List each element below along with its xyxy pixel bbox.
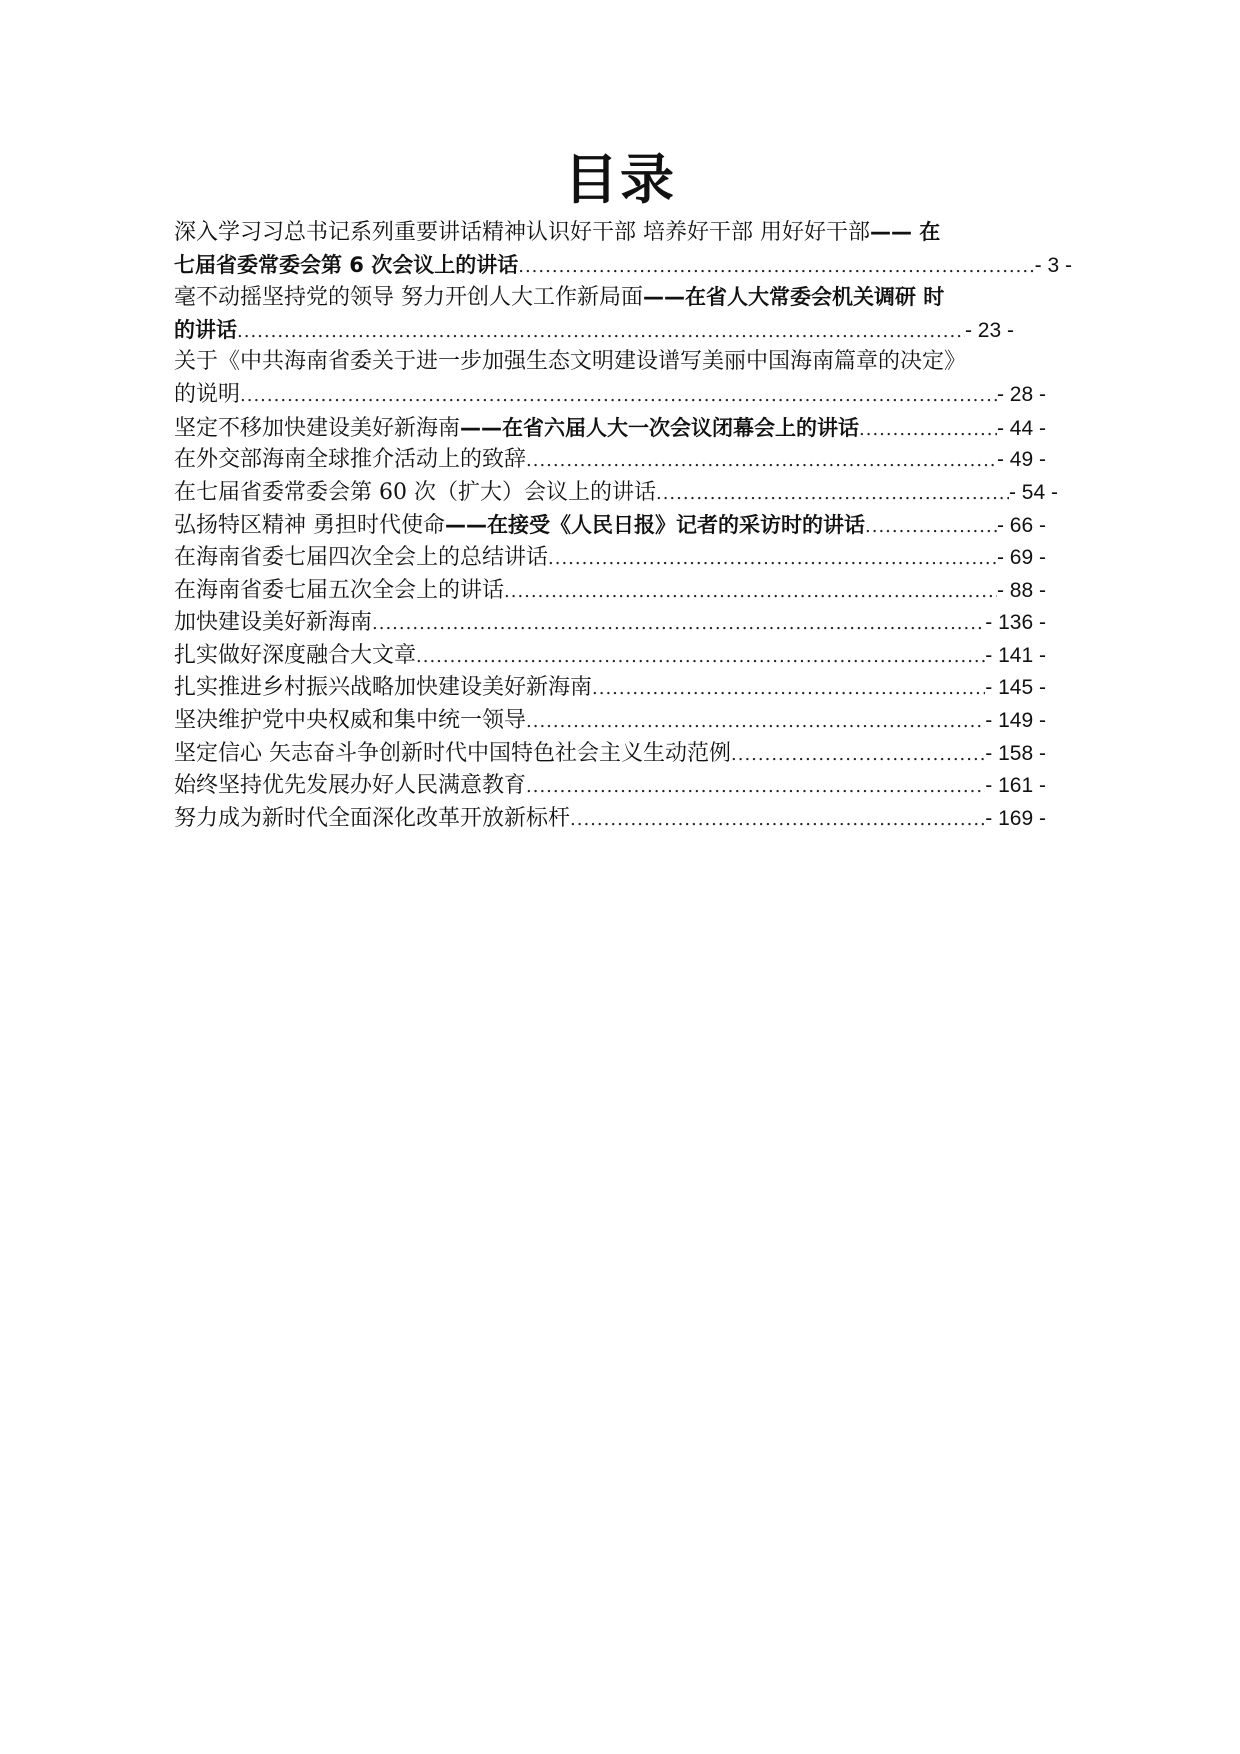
toc-entry-title: 深入学习习总书记系列重要讲话精神认识好干部 培养好干部 用好好干部 [174,220,870,245]
toc-entry-line [174,575,1074,608]
toc-entry[interactable] [174,640,1074,673]
toc-entry-line [174,803,1074,836]
toc-entry-line [174,607,1074,640]
toc-entry-line [174,216,1074,249]
toc-entry-line [174,477,1074,510]
toc-page-number: - 54 - [1008,480,1058,504]
dot-leader [526,771,985,803]
toc-page-number: - 145 - [985,676,1046,700]
toc-entry[interactable] [174,575,1074,608]
toc-page-number: - 169 - [985,806,1046,830]
toc-page-number: - 66 - [996,514,1046,538]
toc-entry[interactable] [174,672,1074,705]
toc-entry[interactable] [174,738,1074,771]
toc-entry-line [174,249,1074,282]
toc-entry-title: 在海南省委七届四次全会上的总结讲话 [174,544,549,570]
page-title: 目录 [564,148,676,211]
dot-leader [416,641,985,673]
dot-leader [504,576,997,608]
toc-page-number: - 69 - [996,545,1046,569]
toc-entry-title: 在七届省委常委会第 60 次（扩大）会议上的讲话 [174,479,656,505]
toc-entry-line [174,672,1074,705]
toc-entry-title: 关于《中共海南省委关于进一步加强生态文明建设谱写美丽中国海南篇章的决定》 [174,349,967,375]
dot-leader [240,380,997,412]
toc-entry[interactable] [174,477,1074,510]
toc-page-number: - 49 - [996,448,1046,472]
toc-entry-title: 坚定不移加快建设美好新海南 [174,415,461,441]
toc-entry-title: 坚定信心 矢志奋斗争创新时代中国特色社会主义生动范例 [174,740,731,766]
dot-leader [237,316,965,347]
toc-entry[interactable] [174,770,1074,803]
toc-entry[interactable] [174,412,1074,445]
toc-page-number: - 136 - [985,611,1046,635]
toc-page-number: - 88 - [996,578,1046,602]
dot-leader [592,673,985,705]
toc-entry[interactable] [174,444,1074,477]
toc-entry[interactable] [174,607,1074,640]
toc-entry-line [174,346,1074,379]
toc-page-number: - 141 - [985,643,1046,667]
toc-entry-subtitle: 七届省委常委会第 6 次会议上的讲话 [174,252,519,277]
toc-entry[interactable] [174,542,1074,575]
toc-page-number: - 149 - [985,708,1046,732]
toc-entry-title: 弘扬特区精神 勇担时代使命 [174,513,445,539]
toc-entry-title: 加快建设美好新海南 [174,610,373,636]
dot-leader [548,543,997,575]
toc-entry-line [174,379,1074,412]
toc-entry-line [174,705,1074,738]
toc-entry-line [174,314,1074,347]
toc-entry-title: 在外交部海南全球推介活动上的致辞 [174,447,527,473]
toc-entry-title: 努力成为新时代全面深化改革开放新标杆 [174,805,571,831]
toc-entry-subtitle: —— 在 [870,220,941,244]
toc-page-number: - 28 - [996,382,1046,406]
dot-leader [526,445,997,477]
toc-entry-title: 扎实推进乡村振兴战略加快建设美好新海南 [174,675,593,701]
dot-leader [526,706,985,738]
toc-entry-subtitle: ——在省人大常委会机关调研 时 [643,285,945,310]
dot-leader [859,414,997,445]
toc-entry-line [174,509,1074,542]
toc-entry-line [174,444,1074,477]
toc-entry-line [174,770,1074,803]
toc-entry-title: 的说明 [174,381,241,407]
toc-entry-line [174,412,1074,445]
toc-entry-title: 始终坚持优先发展办好人民满意教育 [174,773,527,799]
toc-entry-title: 扎实做好深度融合大文章 [174,642,417,668]
toc-page-number: - 44 - [996,416,1046,440]
dot-leader [731,739,985,771]
toc-entry-line [174,640,1074,673]
table-of-contents [174,216,1074,835]
dot-leader [570,804,985,836]
toc-entry-subtitle: ——在省六届人大一次会议闭幕会上的讲话 [460,415,860,440]
toc-page-number: - 3 - [1034,253,1072,277]
toc-page-number: - 23 - [964,318,1014,342]
toc-entry-subtitle: ——在接受《人民日报》记者的采访时的讲话 [445,513,865,538]
toc-page-number: - 158 - [985,741,1046,765]
dot-leader [865,511,997,542]
toc-entry[interactable] [174,281,1074,346]
toc-entry[interactable] [174,346,1074,411]
dot-leader [518,251,1034,282]
dot-leader [656,478,1009,510]
toc-entry-line [174,542,1074,575]
toc-entry-line [174,281,1074,314]
toc-entry[interactable] [174,216,1074,281]
toc-entry-line [174,738,1074,771]
toc-page-number: - 161 - [985,774,1046,798]
toc-entry-subtitle: 的讲话 [174,317,237,342]
toc-entry[interactable] [174,509,1074,542]
toc-entry[interactable] [174,803,1074,836]
toc-entry-title: 毫不动摇坚持党的领导 努力开创人大工作新局面 [174,285,643,311]
dot-leader [372,608,985,640]
toc-entry[interactable] [174,705,1074,738]
toc-entry-title: 在海南省委七届五次全会上的讲话 [174,577,505,603]
toc-entry-title: 坚决维护党中央权威和集中统一领导 [174,707,527,733]
